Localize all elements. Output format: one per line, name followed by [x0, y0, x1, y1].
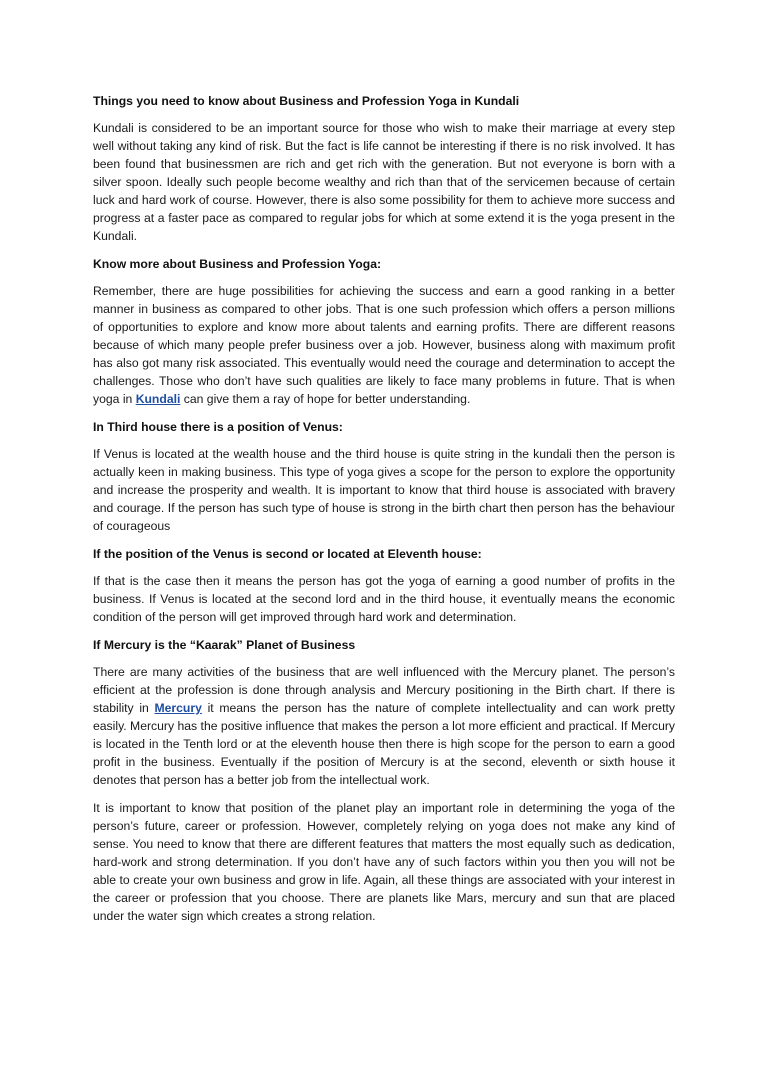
section-heading: Things you need to know about Business and Profession Yoga in Kundali: [93, 94, 520, 108]
paragraph: Kundali is considered to be an important source for those who wish to make their marriage at every step well without taking any kind of risk. But the fact is life cannot be interesting if there is no risk involved. It has been found that businessmen are rich and get rich with the generation. But not everyone is born with a silver spoon. Ideally such people become wealthy and rich than that of the servicemen because of certain luck and hard work of course. However, there is also some possibility for them to achieve more success and progress at a faster pace as compared to regular jobs for which at some extend it is the yoga present in the Kundali.: [93, 121, 675, 243]
paragraph: If that is the case then it means the person has got the yoga of earning a good number of profits in the business. If Venus is located at the second lord and in the third house, it eventually means the economic condition of the person will get improved through hard work and determination.: [93, 574, 675, 624]
paragraph-text: it means the person has the nature of complete intellectuality and can work pretty easily. Mercury has the positive influence that makes the person a lot more efficient and practical. If Mercury is located in the Tenth lord or at the eleventh house then there is high scope for the person to earn a good profit in the business. Eventually if the position of Mercury is at the second, eleventh or sixth house it denotes that person has a better job from the intellectual work.: [93, 701, 675, 787]
paragraph: [93, 282, 675, 408]
paragraph: [93, 663, 675, 789]
mercury-link[interactable]: Mercury: [154, 701, 202, 715]
section-heading: If the position of the Venus is second or located at Eleventh house:: [93, 547, 482, 561]
section-heading: Know more about Business and Profession Yoga:: [93, 257, 382, 271]
paragraph-text: There are many activities of the business that are well influenced with the Mercury planet. The person’s efficient at the profession is done through analysis and Mercury positioning in the Birth chart. If there is stability in: [93, 665, 675, 715]
section-heading: In Third house there is a position of Venus:: [93, 420, 343, 434]
kundali-link[interactable]: Kundali: [135, 392, 181, 406]
paragraph-text: Remember, there are huge possibilities for achieving the success and earn a good ranking in a better manner in business as compared to other jobs. That is one such profession which offers a person millions of opportunities to explore and know more about talents and earning profits. There are different reasons because of which many people prefer business over a job. However, business along with maximum profit has also got many risk associated. This eventually would need the courage and determination to accept the challenges. Those who don’t have such qualities are likely to face many problems in future. That is when yoga in: [93, 284, 675, 406]
paragraph-text: can give them a ray of hope for better understanding.: [180, 392, 471, 406]
document-page: [93, 92, 675, 935]
paragraph: It is important to know that position of the planet play an important role in determining the yoga of the person’s future, career or profession. However, completely relying on yoga does not make any kind of sense. You need to know that there are different features that matters the most equally such as dedication, hard-work and strong determination. If you don’t have any of such factors within you then you will not be able to create your own business and grow in life. Again, all these things are associated with your interest in the career or profession that you choose. There are planets like Mars, mercury and sun that are placed under the water sign which creates a strong relation.: [93, 801, 675, 923]
paragraph: If Venus is located at the wealth house and the third house is quite string in the kundali then the person is actually keen in making business. This type of yoga gives a scope for the person to explore the opportunity and increase the prosperity and wealth. It is important to know that third house is associated with bravery and courage. If the person has such type of house is strong in the birth chart then person has the behaviour of courageous: [93, 447, 675, 533]
section-heading: If Mercury is the “Kaarak” Planet of Business: [93, 638, 356, 652]
